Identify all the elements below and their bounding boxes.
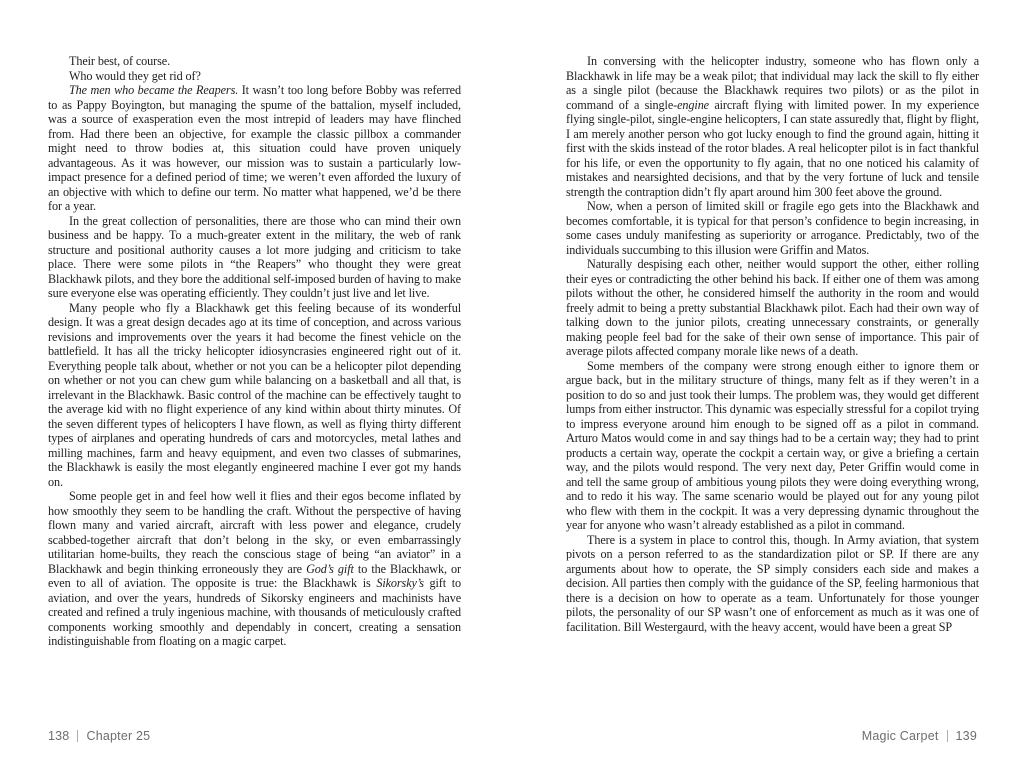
paragraph: [48, 301, 461, 490]
text-run: Their best, of course.: [69, 54, 171, 68]
right-page-number: 139: [955, 729, 977, 743]
paragraph: [566, 359, 979, 533]
paragraph: [566, 54, 979, 199]
left-page-footer: [48, 729, 150, 743]
paragraph: [48, 214, 461, 301]
left-page-body: [48, 54, 461, 649]
paragraph: [566, 533, 979, 635]
book-title-running-head: Magic Carpet: [861, 729, 939, 743]
paragraph: [566, 257, 979, 359]
paragraph: [48, 54, 461, 69]
footer-divider: [947, 730, 948, 742]
text-run: It wasn’t too long before Bobby was referred to as Pappy Boyington, but managing the spume of the battalion, myself included, was a source of exasperation even the most intrepid of leaders may have flinched from. Had there been an objective, for example the classic pillbox a commander might need to throw bodies at, this situation could have proven uniquely advantageous. As it was however, our mission was to sustain a particularly low-impact presence for a defined period of time; we weren’t even afforded the luxury of an objective with which to define our term. No matter what happened, we’d be there for a year.: [48, 83, 461, 213]
footer-divider: [77, 730, 78, 742]
text-run: In conversing with the helicopter industry, someone who has flown only a Blackhawk in life may be a weak pilot; that individual may lack the skill to fly either as a single pilot (because the Blackhawk requires two pilots) or as the pilot in command of a single-: [566, 54, 979, 112]
text-run: Who would they get rid of?: [69, 68, 201, 83]
right-page-body: [566, 54, 979, 634]
italic-text-run: The men who became the Reapers.: [69, 83, 239, 97]
italic-text-run: engine: [677, 97, 709, 112]
text-run: Now, when a person of limited skill or fragile ego gets into the Blackhawk and becomes comfortable, it is typical for that person’s confidence to begin increasing, in some cases unduly manifesting as superiority or arrogance. Predictably, two of the individuals succumbing to this illusion were Griffin and Matos.: [566, 199, 979, 257]
text-run: to the Blackhawk, or even to all of aviation. The opposite is true: the Blackhawk is: [48, 561, 461, 590]
text-run: gift to aviation, and over the years, hundreds of Sikorsky engineers and machinists have created and refined a truly ingenious machine, with thousands of meticulously crafted components working smoothly and dependably in concert, creating a sensation indistinguishable from floating on a magic carpet.: [48, 576, 462, 648]
paragraph: [48, 69, 461, 84]
paragraph: [566, 199, 979, 257]
paragraph: [48, 489, 461, 649]
chapter-running-head: Chapter 25: [86, 729, 151, 743]
text-run: In the great collection of personalities, there are those who can mind their own business and be happy. To a much-greater extent in the military, the web of rank structure and positional authority causes a lot more judging and criticism to take place. There were some pilots in “the Reapers” who thought they were great Blackhawk pilots, and they bore the additional self-imposed burden of having to make sure everyone else was operating efficiently. They couldn’t just live and let live.: [48, 213, 461, 300]
text-run: Many people who fly a Blackhawk get this feeling because of its wonderful design. It was a great design decades ago at its time of conception, and across various revisions and improvements over the years it had become the finest vehicle on the battlefield. It has all the tricky helicopter idiosyncrasies engineered right out of it. Everything people talk about, whether or not you can be a helicopter pilot depending on whether or not you can chew gum while balancing on a basketball and all that, is irrelevant in the Blackhawk. Basic control of the machine can be effectively taught to the average kid with no flight experience of any kind within about thirty minutes. Of the seven different types of helicopters I have flown, as well as flying thirty different types of airplanes and operating hundreds of cars and motorcycles, metal lathes and milling machines, farm and heavy equipment, and even two classes of submarines, the Blackhawk is easily the most elegantly engineered machine I ever got my hands on.: [48, 300, 461, 489]
italic-text-run: God’s gift: [306, 561, 354, 576]
right-page-footer: [566, 729, 977, 743]
text-run: Some people get in and feel how well it flies and their egos become inflated by how smoothly they seem to be handling the craft. Without the perspective of having flown many and varied aircraft, aircraft with less power and elegance, crudely scabbed-together aircraft that don’t belong in the sky, or even embarrassingly utilitarian home-builts, they reach the conscious stage of being “an aviator” in a Blackhawk and begin thinking erroneously they are: [48, 489, 461, 576]
left-page-number: 138: [48, 729, 70, 743]
paragraph: [48, 83, 461, 214]
text-run: Naturally despising each other, neither would support the other, either rolling their eyes or contradicting the other behind his back. If either one of them was among pilots without the other, he considered himself the authority in the room and would freely admit to being a pretty substantial Blackhawk pilot. Each had their own way of talking down to the junior pilots, creating unnecessary constraints, or generally making people feel bad for the sake of their own sense of importance. This pair of average pilots affected company morale like news of a death.: [566, 257, 979, 358]
italic-text-run: Sikorsky’s: [376, 576, 424, 590]
text-run: Some members of the company were strong enough either to ignore them or argue back, but in the military structure of things, many felt as if they weren’t in a position to do so and just took their lumps. The problem was, they would get different lumps from either instructor. This dynamic was especially stressful for a copilot trying to impress everyone around him enough to be signed off as a pilot in command. Arturo Matos would come in and say things had to be a certain way; they had to print products a certain way, operate the cockpit a certain way, or give a briefing a certain way, and the pilots would respond. The very next day, Peter Griffin would come in and tell the same group of ambitious young pilots they were doing everything wrong, and to redo it his way. The same scenario would be played out for any young pilot who flew with them in the cockpit. It was a very depressing dynamic throughout the year for anyone who wasn’t already established as a pilot in command.: [566, 358, 979, 532]
text-run: There is a system in place to control this, though. In Army aviation, that system pivots on a person referred to as the standardization pilot or SP. If there are any arguments about how to operate, the SP simply considers each side and makes a decision. All parties then comply with the guidance of the SP, feeling harmonious that there is a decision on how to operate as a team. Unfortunately for those younger pilots, the personality of our SP wasn’t one of enforcement as much as it was one of facilitation. Bill Westergaurd, with the heavy accent, would have been a great SP: [566, 532, 979, 634]
text-run: aircraft flying with limited power. In my experience flying single-pilot, single-engine helicopters, I can state assuredly that, flight by flight, I am merely another person who got lucky enough to find the ground again, hitting it first with the skids instead of the rotor blades. A real helicopter pilot is in fact thankful for his life, or even the opportunity to fly again, that no one noticed his calamity of mistakes and nearsighted decisions, and that by the very fortune of luck and tensile strength the contraption didn’t fly apart around him 300 feet above the ground.: [566, 97, 980, 199]
